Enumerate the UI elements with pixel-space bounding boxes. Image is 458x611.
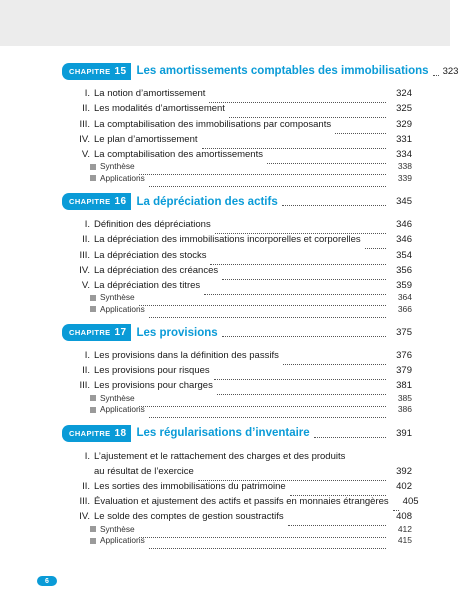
entry-page: 334 <box>396 148 412 160</box>
dot-leader <box>214 379 386 380</box>
dot-leader <box>149 417 386 418</box>
entry-label: Les modalités d’amortissement <box>94 103 225 115</box>
chapter-title: Les régularisations d’inventaire <box>136 427 310 440</box>
chapter-heading[interactable] <box>62 60 458 82</box>
chapter-badge <box>62 63 131 80</box>
square-bullet-icon <box>90 526 96 532</box>
square-bullet-icon <box>90 306 96 312</box>
dot-leader <box>139 406 386 407</box>
subentry-label: Applications <box>100 535 145 546</box>
chapter-badge-label: CHAPITRE <box>69 66 111 76</box>
dot-leader <box>209 102 386 103</box>
entry-numeral: II. <box>82 103 90 115</box>
dot-leader <box>204 294 386 295</box>
dot-leader <box>283 364 386 365</box>
toc-subentry[interactable] <box>62 171 412 183</box>
toc-entry[interactable] <box>62 215 412 230</box>
entry-label: Les provisions pour charges <box>94 380 213 392</box>
dot-leader <box>149 186 386 187</box>
entry-label: La dépréciation des immobilisations incorporelles et corporelles <box>94 234 361 246</box>
chapter-number: 17 <box>114 327 127 339</box>
dot-leader <box>198 480 386 481</box>
chapter-title: Les provisions <box>136 326 218 339</box>
chapter-section <box>62 422 419 546</box>
toc-entry-line <box>62 446 412 461</box>
chapter-badge-label: CHAPITRE <box>69 197 111 207</box>
entry-page: 354 <box>396 249 412 261</box>
chapter-number: 15 <box>114 65 127 77</box>
chapter-section <box>62 322 412 415</box>
chapter-page: 323 <box>442 65 458 77</box>
dot-leader <box>149 317 386 318</box>
toc-entry[interactable] <box>62 245 412 260</box>
entry-page: 392 <box>396 465 412 477</box>
subentry-label: Applications <box>100 172 145 183</box>
dot-leader <box>365 248 386 249</box>
entry-page: 329 <box>396 118 412 130</box>
entry-page: 324 <box>396 88 412 100</box>
square-bullet-icon <box>90 395 96 401</box>
toc-entry[interactable] <box>62 346 412 361</box>
dot-leader <box>222 336 386 337</box>
dot-leader <box>433 75 439 76</box>
dot-leader <box>139 537 386 538</box>
subentry-page: 412 <box>397 523 412 534</box>
chapter-badge-label: CHAPITRE <box>69 428 111 438</box>
toc-subentry[interactable] <box>62 302 412 314</box>
chapter-badge-label: CHAPITRE <box>69 328 111 338</box>
subentry-label: Synthèse <box>100 392 135 403</box>
chapter-number: 18 <box>114 427 127 439</box>
chapter-page: 391 <box>396 427 412 439</box>
subentry-label: Synthèse <box>100 161 135 172</box>
dot-leader <box>202 148 387 149</box>
toc-subentry[interactable] <box>62 522 412 534</box>
toc-subentry[interactable] <box>62 391 412 403</box>
top-margin-band <box>0 0 450 46</box>
subentry-page: 366 <box>397 303 412 314</box>
entry-page: 359 <box>396 279 412 291</box>
subentry-label: Applications <box>100 404 145 415</box>
page-number: 6 <box>37 576 57 586</box>
chapter-heading[interactable] <box>62 322 412 344</box>
dot-leader <box>149 548 386 549</box>
chapter-badge <box>62 193 131 210</box>
subentry-page: 415 <box>397 535 412 546</box>
subentry-page: 339 <box>397 172 412 183</box>
entry-numeral: II. <box>82 481 90 492</box>
subentry-page: 364 <box>397 292 412 303</box>
subentry-label: Synthèse <box>100 292 135 303</box>
subentry-label: Applications <box>100 303 145 314</box>
subentry-page: 338 <box>397 161 412 172</box>
entry-page: 402 <box>396 481 412 492</box>
entry-page: 405 <box>402 496 419 508</box>
entry-numeral: I. <box>84 88 90 100</box>
chapter-title: La dépréciation des actifs <box>136 195 278 208</box>
entry-numeral: IV. <box>79 511 90 523</box>
dot-leader <box>282 205 386 206</box>
subentry-label: Synthèse <box>100 523 135 534</box>
entry-numeral: I. <box>84 350 90 362</box>
entry-numeral: IV. <box>79 264 90 276</box>
entry-numeral: I. <box>84 450 90 462</box>
toc-entry-line <box>62 462 412 477</box>
dot-leader <box>217 394 386 395</box>
table-of-contents <box>62 60 458 553</box>
entry-page: 346 <box>396 219 412 231</box>
chapter-badge <box>62 324 131 341</box>
entry-numeral: II. <box>82 234 90 246</box>
toc-entry[interactable] <box>62 84 412 99</box>
entry-label: Le solde des comptes de gestion soustractifs <box>94 511 284 523</box>
entry-label: Évaluation et ajustement des actifs et passifs en monnaies étrangères <box>94 496 389 508</box>
entry-label: La notion d’amortissement <box>94 88 206 100</box>
entry-label: L’ajustement et le rattachement des charges et des produits <box>94 450 346 462</box>
chapter-heading[interactable] <box>62 422 412 444</box>
entry-label: Définition des dépréciations <box>94 219 211 231</box>
toc-subentry[interactable] <box>62 403 412 415</box>
square-bullet-icon <box>90 164 96 170</box>
entry-label: Les provisions dans la définition des passifs <box>94 350 279 362</box>
entry-numeral: III. <box>79 118 90 130</box>
entry-numeral: V. <box>81 279 90 291</box>
entry-page: 381 <box>396 380 412 392</box>
dot-leader <box>139 305 386 306</box>
dot-leader <box>393 510 399 511</box>
entry-label: Le plan d’amortissement <box>94 133 198 145</box>
dot-leader <box>210 264 386 265</box>
chapter-number: 16 <box>114 196 127 208</box>
chapter-badge <box>62 425 131 442</box>
chapter-page: 345 <box>396 196 412 208</box>
entry-page: 346 <box>396 234 412 246</box>
toc-entry[interactable] <box>62 507 412 522</box>
entry-numeral: IV. <box>79 133 90 145</box>
entry-label: Les sorties des immobilisations du patrimoine <box>94 481 286 492</box>
chapter-heading[interactable] <box>62 191 412 213</box>
subentry-page: 386 <box>397 404 412 415</box>
dot-leader <box>229 117 386 118</box>
entry-label: La comptabilisation des immobilisations par composants <box>94 118 332 130</box>
toc-subentry[interactable] <box>62 534 412 546</box>
entry-label: La comptabilisation des amortissements <box>94 148 263 160</box>
entry-numeral: V. <box>81 148 90 160</box>
dot-leader <box>215 233 386 234</box>
entry-numeral: III. <box>79 380 90 392</box>
chapter-page: 375 <box>396 327 412 339</box>
square-bullet-icon <box>90 175 96 181</box>
entry-page: 376 <box>396 350 412 362</box>
entry-numeral: I. <box>84 219 90 231</box>
dot-leader <box>290 495 386 496</box>
entry-page: 356 <box>396 264 412 276</box>
square-bullet-icon <box>90 295 96 301</box>
square-bullet-icon <box>90 407 96 413</box>
entry-label: La dépréciation des titres <box>94 279 201 291</box>
dot-leader <box>139 174 386 175</box>
entry-label: La dépréciation des créances <box>94 264 219 276</box>
dot-leader <box>288 525 386 526</box>
chapter-title: Les amortissements comptables des immobilisations <box>136 65 429 77</box>
entry-label: Les provisions pour risques <box>94 365 210 377</box>
entry-page: 325 <box>396 103 412 115</box>
toc-subentry[interactable] <box>62 291 412 303</box>
toc-subentry[interactable] <box>62 160 412 172</box>
dot-leader <box>222 279 386 280</box>
entry-numeral: II. <box>82 365 90 377</box>
toc-entry[interactable] <box>62 446 412 476</box>
dot-leader <box>267 163 386 164</box>
entry-label: La dépréciation des stocks <box>94 249 207 261</box>
dot-leader <box>335 133 386 134</box>
dot-leader <box>314 437 386 438</box>
chapter-section <box>62 191 412 314</box>
entry-page: 331 <box>396 133 412 145</box>
entry-page: 379 <box>396 365 412 377</box>
entry-numeral: III. <box>79 249 90 261</box>
chapter-section <box>62 60 458 183</box>
entry-numeral: III. <box>79 496 90 508</box>
entry-label-continued: au résultat de l’exercice <box>94 465 194 477</box>
entry-page: 408 <box>396 511 412 523</box>
square-bullet-icon <box>90 538 96 544</box>
subentry-page: 385 <box>397 392 412 403</box>
